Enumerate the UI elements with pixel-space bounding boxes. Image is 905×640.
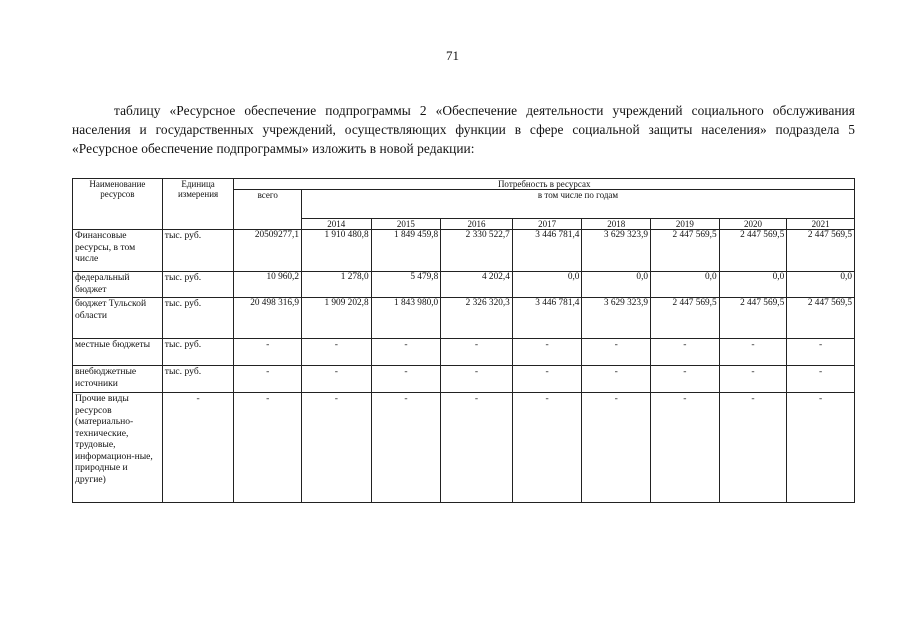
row-value: 2 330 522,7 [441,230,513,272]
row-value: 0,0 [651,272,720,298]
row-name: Финансовые ресурсы, в том числе [73,230,163,272]
row-value: 1 278,0 [302,272,372,298]
row-unit: тыс. руб. [162,298,234,339]
row-value: 1 849 459,8 [371,230,441,272]
row-total: - [234,393,302,503]
header-unit: Единица измерения [162,179,234,230]
row-value: 0,0 [582,272,651,298]
row-value: 0,0 [719,272,787,298]
row-value: 3 446 781,4 [512,230,582,272]
header-year: 2019 [651,219,720,230]
row-value: - [719,393,787,503]
row-unit: тыс. руб. [162,339,234,366]
row-unit: тыс. руб. [162,366,234,393]
row-value: 1 909 202,8 [302,298,372,339]
row-value: - [582,393,651,503]
row-value: - [371,393,441,503]
row-value: - [441,366,513,393]
row-name: бюджет Тульской области [73,298,163,339]
row-value: 2 447 569,5 [651,298,720,339]
row-value: - [512,366,582,393]
intro-paragraph: таблицу «Ресурсное обеспечение подпрограммы 2 «Обеспечение деятельности учреждений социального обслуживания населения и государственных учреждений, осуществляющих функции в сфере социальной защиты населения» подраздела 5 «Ресурсное обеспечение подпрограммы» изложить в новой редакции: [72,103,855,156]
row-value: 3 629 323,9 [582,230,651,272]
table-row [73,272,855,298]
row-value: 2 447 569,5 [787,298,855,339]
row-total: - [234,366,302,393]
header-by-years: в том числе по годам [302,190,855,219]
row-total: 10 960,2 [234,272,302,298]
row-value: - [651,393,720,503]
row-value: - [512,339,582,366]
row-unit: тыс. руб. [162,272,234,298]
row-value: 0,0 [787,272,855,298]
row-value: - [371,366,441,393]
row-value: 0,0 [512,272,582,298]
row-value: - [719,366,787,393]
row-value: 2 447 569,5 [787,230,855,272]
row-value: - [651,366,720,393]
row-total: - [234,339,302,366]
row-name: местные бюджеты [73,339,163,366]
header-year: 2015 [371,219,441,230]
header-year: 2018 [582,219,651,230]
header-year: 2020 [719,219,787,230]
row-name: Прочие виды ресурсов (материально-технические, трудовые, информацион-ные, природные и другие) [73,393,163,503]
row-name: федеральный бюджет [73,272,163,298]
row-value: - [302,339,372,366]
row-value: 2 447 569,5 [719,230,787,272]
header-year: 2021 [787,219,855,230]
row-value: - [582,366,651,393]
row-value: - [582,339,651,366]
row-name: внебюджетные источники [73,366,163,393]
row-unit: - [162,393,234,503]
row-value: - [719,339,787,366]
header-year: 2017 [512,219,582,230]
row-value: 2 326 320,3 [441,298,513,339]
row-unit: тыс. руб. [162,230,234,272]
page-number: 71 [446,48,459,63]
row-value: - [371,339,441,366]
row-total: 20509277,1 [234,230,302,272]
table-row [73,230,855,272]
row-total: 20 498 316,9 [234,298,302,339]
row-value: - [787,366,855,393]
header-total: всего [234,190,302,230]
row-value: - [302,366,372,393]
row-value: 5 479,8 [371,272,441,298]
row-value: - [441,393,513,503]
row-value: 2 447 569,5 [651,230,720,272]
row-value: - [302,393,372,503]
header-name: Наименование ресурсов [73,179,163,230]
table-row [73,339,855,366]
row-value: - [512,393,582,503]
resource-table [72,178,855,503]
row-value: 1 910 480,8 [302,230,372,272]
table-row [73,298,855,339]
row-value: 1 843 980,0 [371,298,441,339]
row-value: 3 629 323,9 [582,298,651,339]
row-value: 3 446 781,4 [512,298,582,339]
header-need: Потребность в ресурсах [234,179,855,190]
row-value: - [651,339,720,366]
table-row [73,393,855,503]
table-row [73,366,855,393]
header-year: 2016 [441,219,513,230]
row-value: - [441,339,513,366]
row-value: - [787,393,855,503]
row-value: - [787,339,855,366]
header-year: 2014 [302,219,372,230]
table-header-row-1 [73,179,855,190]
row-value: 2 447 569,5 [719,298,787,339]
row-value: 4 202,4 [441,272,513,298]
